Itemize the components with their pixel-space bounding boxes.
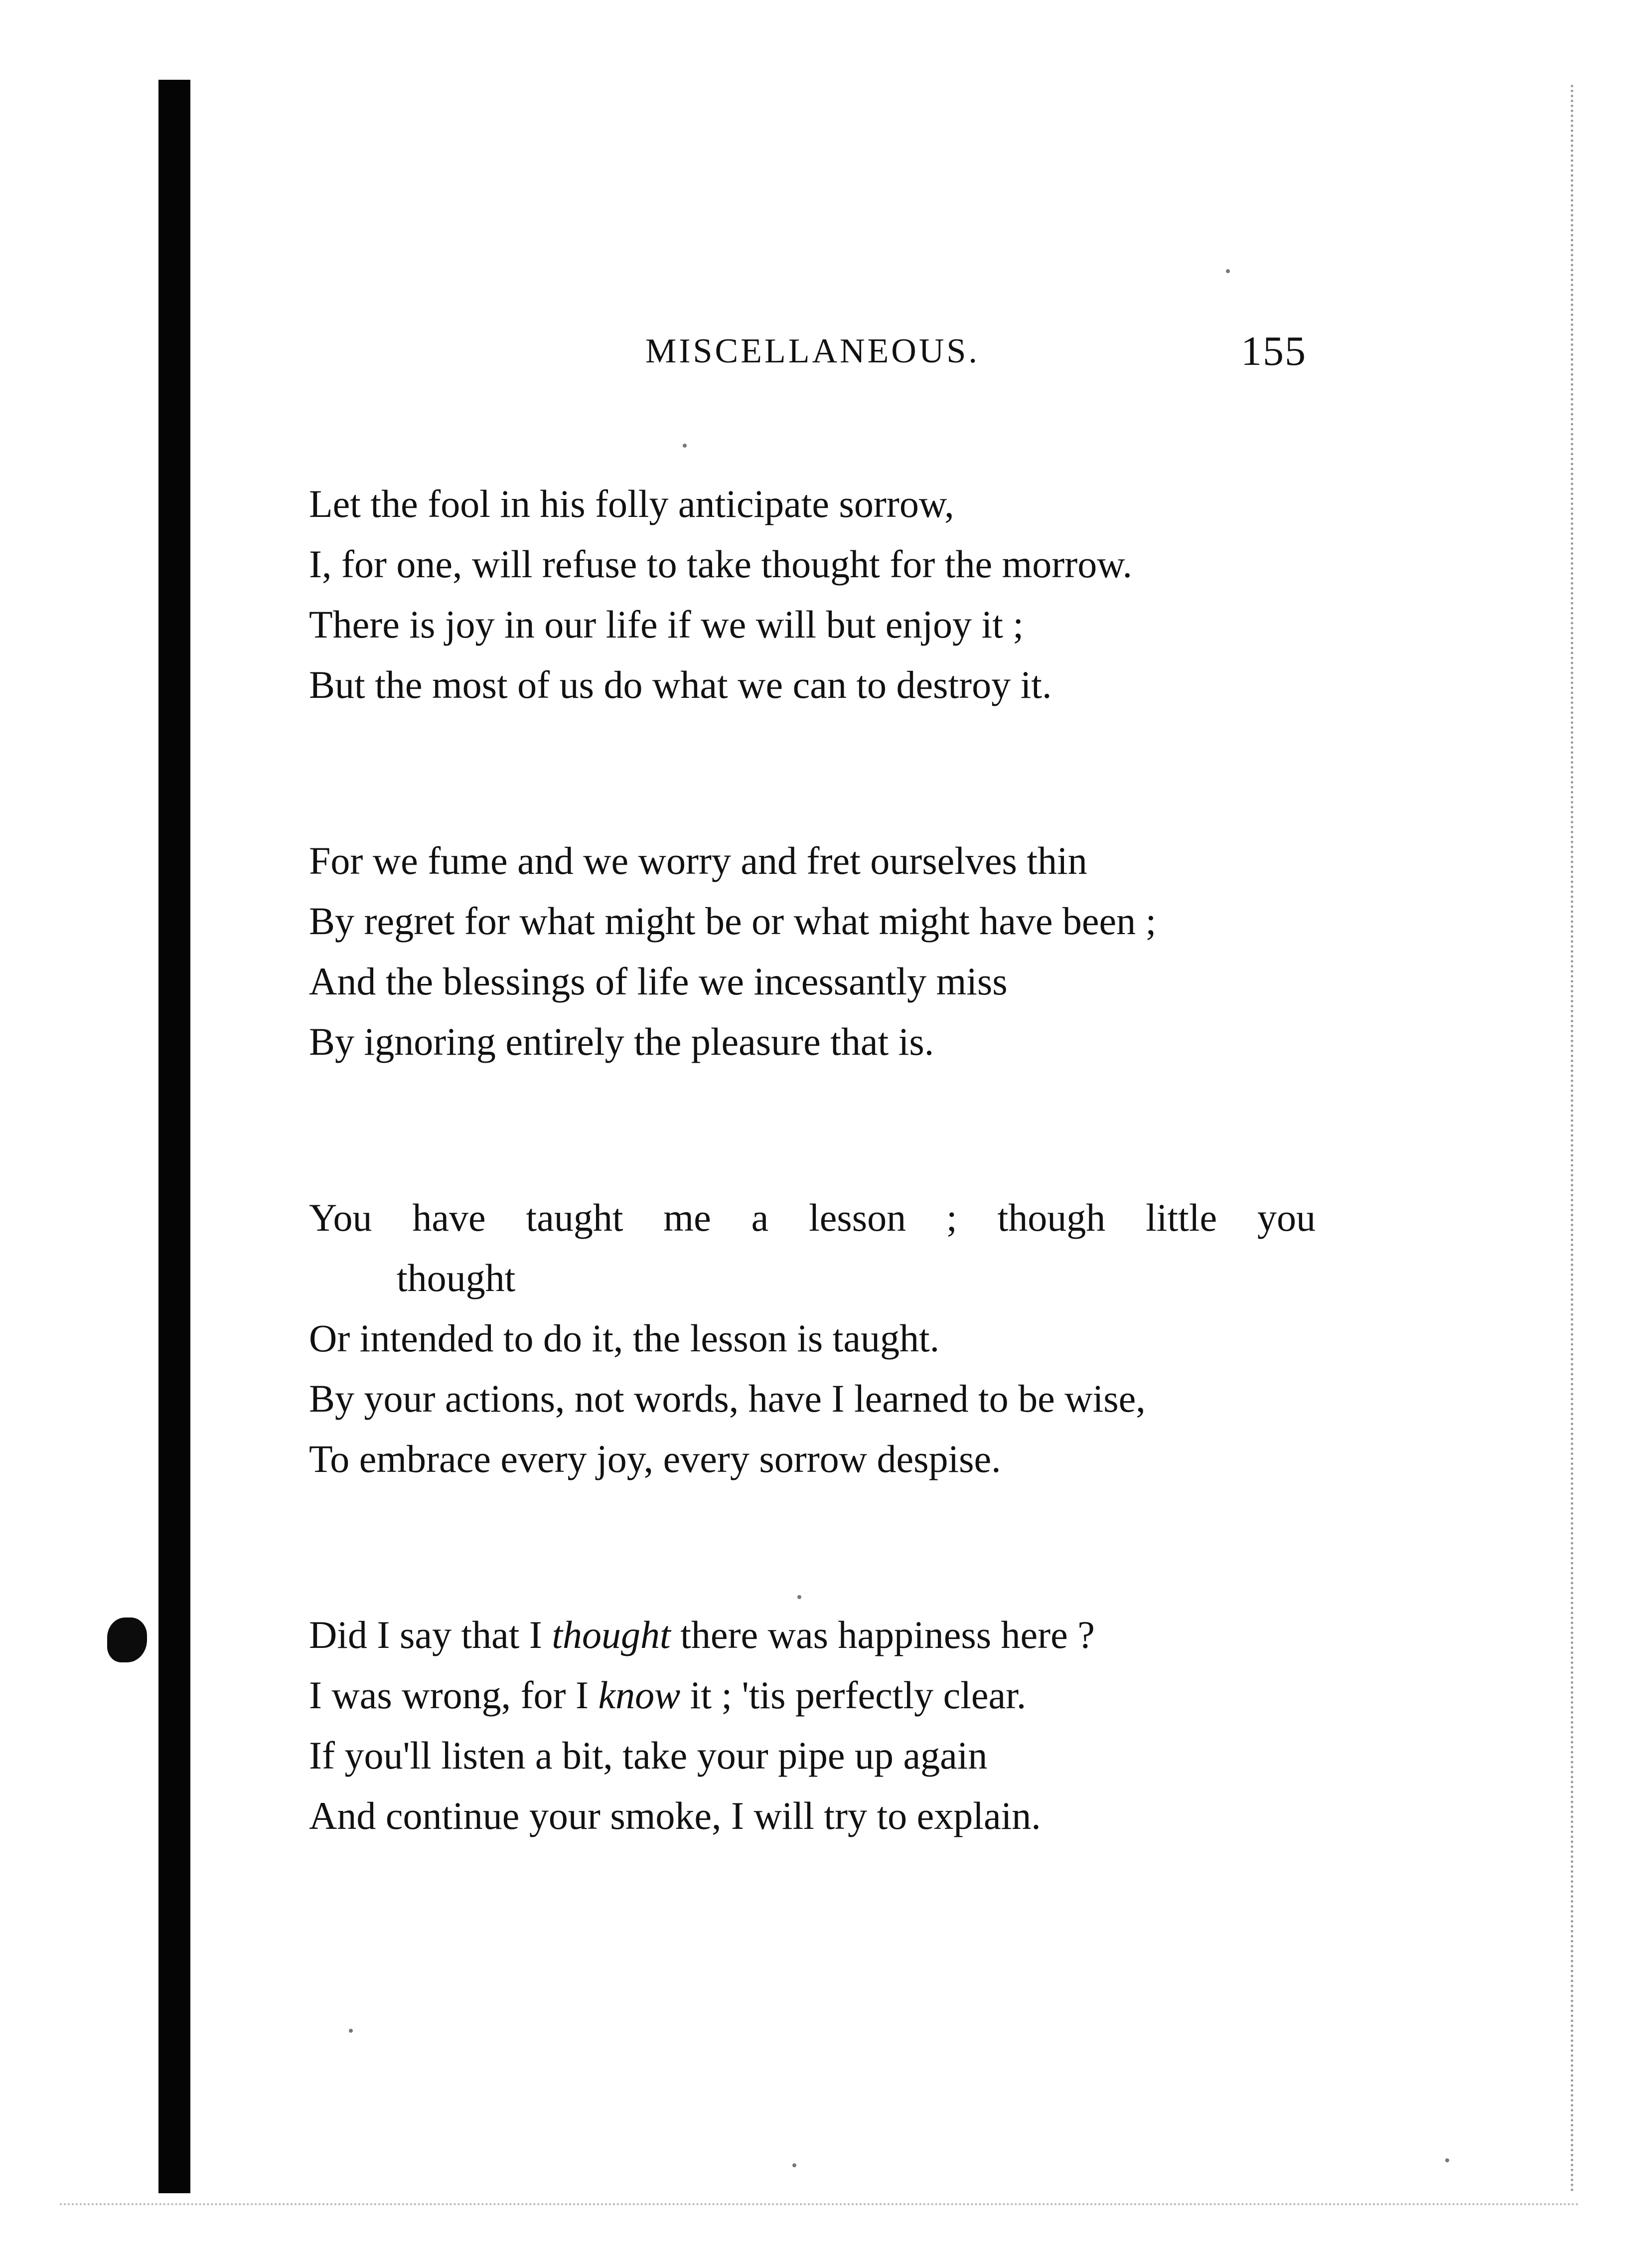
italic-word: thought [552, 1613, 671, 1656]
stanza [309, 1187, 1326, 1489]
poem-line [309, 1605, 1326, 1665]
running-head: MISCELLANEOUS. [645, 332, 980, 370]
line-text: it ; 'tis perfectly clear. [680, 1673, 1027, 1717]
poem-line: Or intended to do it, the lesson is taught. [309, 1316, 940, 1360]
page-header [0, 324, 1649, 379]
poem-line: By regret for what might be or what might have been ; [309, 899, 1157, 943]
scan-speck [1445, 2158, 1449, 2162]
scan-speck [792, 2163, 796, 2167]
poem-line [309, 1665, 1326, 1725]
scan-speck [683, 444, 687, 448]
poem-line: And the blessings of life we incessantly miss [309, 960, 1008, 1003]
scan-speck [1226, 269, 1230, 273]
poem-line: I, for one, will refuse to take thought for the morrow. [309, 542, 1132, 586]
poem-line: If you'll listen a bit, take your pipe up again [309, 1734, 988, 1777]
line-text: Did I say that I [309, 1613, 552, 1656]
stanza [309, 1605, 1326, 1846]
line-text: I was wrong, for I [309, 1673, 599, 1717]
scan-speck [349, 2029, 353, 2033]
poem-line-continuation: thought [397, 1256, 516, 1299]
poem [309, 474, 1326, 1961]
poem-line: By your actions, not words, have I learned to be wise, [309, 1377, 1146, 1420]
poem-line: To embrace every joy, every sorrow despise. [309, 1437, 1001, 1480]
ink-blot [107, 1618, 147, 1662]
poem-line: You have taught me a lesson ; though little you [309, 1196, 1316, 1239]
stanza [309, 474, 1326, 715]
poem-line: But the most of us do what we can to destroy it. [309, 663, 1052, 706]
poem-line: And continue your smoke, I will try to explain. [309, 1794, 1041, 1837]
poem-line: By ignoring entirely the pleasure that is. [309, 1020, 934, 1063]
page-number: 155 [1241, 328, 1307, 374]
poem-line: For we fume and we worry and fret ourselves thin [309, 839, 1087, 882]
stanza [309, 830, 1326, 1072]
binding-bar [158, 80, 190, 2193]
poem-line: Let the fool in his folly anticipate sorrow, [309, 482, 954, 525]
page-right-edge [1571, 85, 1573, 2193]
line-text: there was happiness here ? [670, 1613, 1095, 1656]
page-bottom-edge [60, 2203, 1580, 2205]
italic-word: know [598, 1673, 681, 1717]
poem-line: There is joy in our life if we will but enjoy it ; [309, 603, 1024, 646]
